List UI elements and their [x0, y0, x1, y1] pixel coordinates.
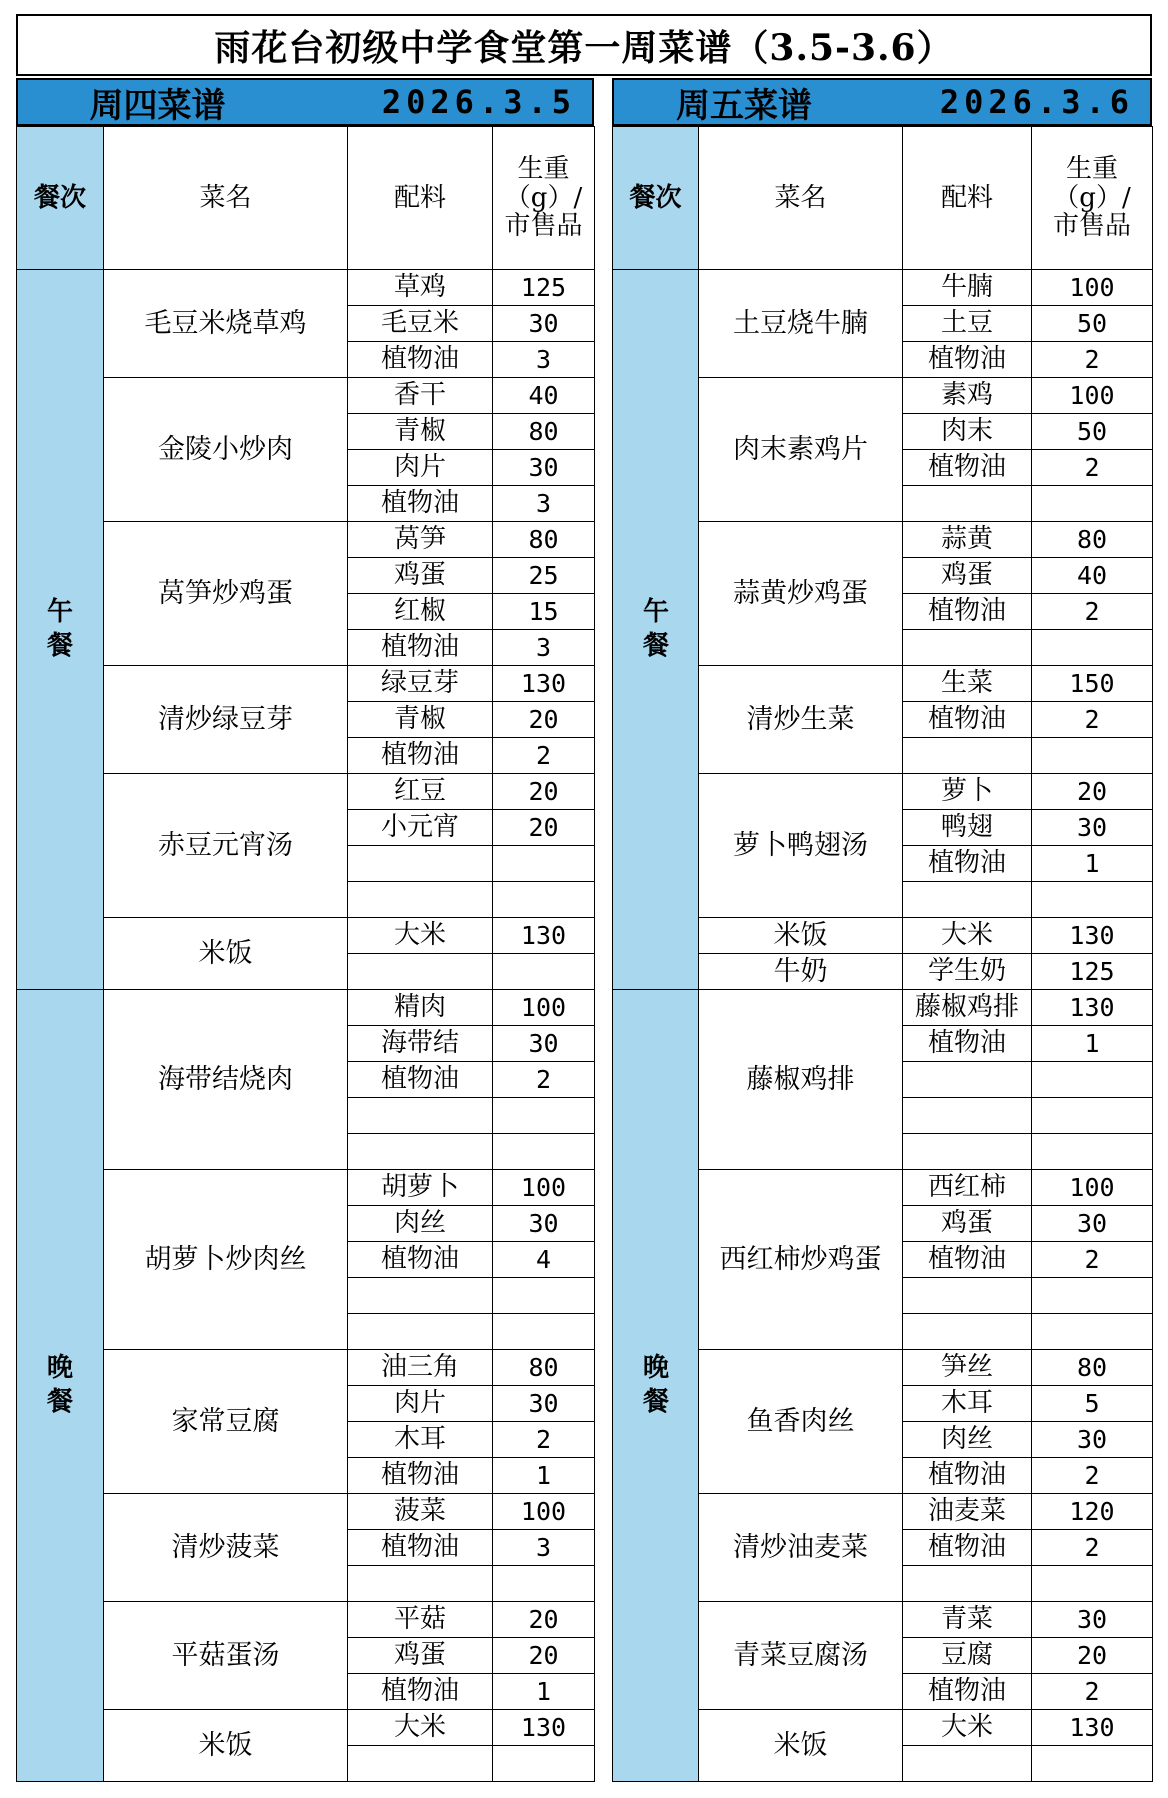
weight-cell: 2	[1032, 702, 1153, 738]
menu-table	[16, 126, 595, 1782]
weight-cell: 2	[1032, 594, 1153, 630]
ingredient-cell: 肉丝	[348, 1206, 493, 1242]
table-row	[17, 666, 595, 702]
friday-menu	[612, 78, 1152, 1782]
ingredient-column-header: 配料	[903, 127, 1032, 270]
weight-cell: 30	[493, 1026, 595, 1062]
weight-cell: 30	[1032, 810, 1153, 846]
ingredient-cell: 学生奶	[903, 954, 1032, 990]
weight-cell: 80	[493, 522, 595, 558]
ingredient-cell: 大米	[903, 1710, 1032, 1746]
ingredient-cell: 植物油	[348, 1458, 493, 1494]
ingredient-cell: 精肉	[348, 990, 493, 1026]
ingredient-cell: 肉片	[348, 450, 493, 486]
dish-name: 土豆烧牛腩	[699, 270, 903, 378]
dish-name: 赤豆元宵汤	[104, 774, 348, 918]
weight-cell: 40	[1032, 558, 1153, 594]
dish-column-header: 菜名	[104, 127, 348, 270]
weight-cell: 50	[1032, 414, 1153, 450]
ingredient-cell: 植物油	[348, 630, 493, 666]
dish-name: 金陵小炒肉	[104, 378, 348, 522]
ingredient-cell: 牛腩	[903, 270, 1032, 306]
meal-column-header: 餐次	[613, 127, 699, 270]
weight-cell: 40	[493, 378, 595, 414]
weight-cell: 100	[493, 990, 595, 1026]
ingredient-cell: 木耳	[903, 1386, 1032, 1422]
weight-cell: 30	[493, 306, 595, 342]
ingredient-cell: 植物油	[903, 342, 1032, 378]
ingredient-cell: 植物油	[903, 1026, 1032, 1062]
weight-cell: 30	[1032, 1422, 1153, 1458]
dish-name: 清炒油麦菜	[699, 1494, 903, 1602]
weight-cell	[1032, 1098, 1153, 1134]
ingredient-cell: 鸡蛋	[903, 558, 1032, 594]
weight-cell	[1032, 882, 1153, 918]
weight-cell: 80	[1032, 1350, 1153, 1386]
ingredient-cell: 植物油	[348, 1674, 493, 1710]
ingredient-cell: 植物油	[348, 1062, 493, 1098]
dish-name: 米饭	[699, 918, 903, 954]
weight-cell: 2	[1032, 1530, 1153, 1566]
weight-cell	[493, 882, 595, 918]
ingredient-cell: 青椒	[348, 414, 493, 450]
weight-cell: 100	[1032, 270, 1153, 306]
weight-cell: 2	[493, 1062, 595, 1098]
header-row	[17, 127, 595, 270]
weight-cell: 30	[1032, 1602, 1153, 1638]
dish-name: 米饭	[699, 1710, 903, 1782]
ingredient-cell	[348, 1134, 493, 1170]
weight-cell: 100	[1032, 1170, 1153, 1206]
ingredient-cell: 植物油	[903, 450, 1032, 486]
dish-name: 胡萝卜炒肉丝	[104, 1170, 348, 1350]
table-row	[17, 1602, 595, 1638]
ingredient-cell: 肉丝	[903, 1422, 1032, 1458]
ingredient-cell: 植物油	[903, 1530, 1032, 1566]
ingredient-cell	[903, 738, 1032, 774]
ingredient-cell	[348, 1278, 493, 1314]
weight-cell: 15	[493, 594, 595, 630]
weight-column-header: 生重（g）/市售品	[493, 127, 595, 270]
table-row	[613, 270, 1153, 306]
ingredient-cell: 植物油	[348, 1242, 493, 1278]
weight-cell: 80	[493, 1350, 595, 1386]
weight-cell: 20	[493, 702, 595, 738]
table-row	[17, 774, 595, 810]
table-row	[17, 918, 595, 954]
ingredient-cell: 植物油	[348, 342, 493, 378]
ingredient-cell: 植物油	[348, 486, 493, 522]
dish-name: 肉末素鸡片	[699, 378, 903, 522]
table-row	[17, 522, 595, 558]
dish-name: 萝卜鸭翅汤	[699, 774, 903, 918]
weight-cell: 2	[1032, 1458, 1153, 1494]
ingredient-cell: 鸡蛋	[348, 1638, 493, 1674]
ingredient-cell: 鸡蛋	[348, 558, 493, 594]
dish-name: 海带结烧肉	[104, 990, 348, 1170]
header-row	[613, 127, 1153, 270]
weight-cell: 30	[493, 450, 595, 486]
weight-cell: 2	[1032, 342, 1153, 378]
weight-cell: 20	[493, 810, 595, 846]
ingredient-cell	[348, 1566, 493, 1602]
dish-name: 清炒绿豆芽	[104, 666, 348, 774]
ingredient-cell: 小元宵	[348, 810, 493, 846]
ingredient-cell: 肉末	[903, 414, 1032, 450]
dish-name: 牛奶	[699, 954, 903, 990]
ingredient-cell: 植物油	[903, 846, 1032, 882]
ingredient-cell: 青菜	[903, 1602, 1032, 1638]
ingredient-cell	[903, 1566, 1032, 1602]
ingredient-cell: 西红柿	[903, 1170, 1032, 1206]
ingredient-cell: 红豆	[348, 774, 493, 810]
ingredient-cell: 毛豆米	[348, 306, 493, 342]
weight-cell: 100	[1032, 378, 1153, 414]
ingredient-cell: 油三角	[348, 1350, 493, 1386]
weight-cell	[1032, 1746, 1153, 1782]
weight-cell	[493, 1278, 595, 1314]
weight-cell: 30	[493, 1386, 595, 1422]
ingredient-cell	[903, 630, 1032, 666]
weight-cell: 80	[493, 414, 595, 450]
table-row	[613, 990, 1153, 1026]
weight-cell: 125	[1032, 954, 1153, 990]
page-title: 雨花台初级中学食堂第一周菜谱（3.5-3.6）	[16, 14, 1152, 76]
dish-name: 毛豆米烧草鸡	[104, 270, 348, 378]
ingredient-cell: 菠菜	[348, 1494, 493, 1530]
weight-cell: 20	[493, 1638, 595, 1674]
dish-name: 蒜黄炒鸡蛋	[699, 522, 903, 666]
ingredient-cell: 海带结	[348, 1026, 493, 1062]
ingredient-cell: 藤椒鸡排	[903, 990, 1032, 1026]
weight-cell: 130	[493, 918, 595, 954]
weight-cell: 3	[493, 1530, 595, 1566]
weight-cell: 80	[1032, 522, 1153, 558]
ingredient-cell: 青椒	[348, 702, 493, 738]
weight-cell: 1	[1032, 1026, 1153, 1062]
weight-cell: 5	[1032, 1386, 1153, 1422]
weight-cell: 130	[493, 666, 595, 702]
meal-label: 午餐	[17, 270, 104, 990]
weight-cell: 3	[493, 630, 595, 666]
ingredient-cell: 素鸡	[903, 378, 1032, 414]
ingredient-cell: 莴笋	[348, 522, 493, 558]
weight-cell: 130	[1032, 1710, 1153, 1746]
weight-cell: 2	[1032, 450, 1153, 486]
weight-cell: 3	[493, 486, 595, 522]
ingredient-cell: 蒜黄	[903, 522, 1032, 558]
weight-cell	[1032, 1134, 1153, 1170]
ingredient-cell: 豆腐	[903, 1638, 1032, 1674]
ingredient-cell	[903, 1134, 1032, 1170]
dish-name: 清炒菠菜	[104, 1494, 348, 1602]
weight-cell	[493, 1314, 595, 1350]
weight-cell	[493, 954, 595, 990]
weight-cell	[1032, 1314, 1153, 1350]
weight-cell: 30	[1032, 1206, 1153, 1242]
table-row	[17, 990, 595, 1026]
table-row	[17, 1494, 595, 1530]
weight-cell: 100	[493, 1494, 595, 1530]
dish-name: 青菜豆腐汤	[699, 1602, 903, 1710]
ingredient-cell: 植物油	[903, 702, 1032, 738]
weight-cell: 20	[493, 1602, 595, 1638]
weight-cell: 2	[493, 1422, 595, 1458]
table-row	[17, 378, 595, 414]
weight-cell	[493, 846, 595, 882]
thursday-menu	[16, 78, 594, 1782]
weight-cell: 130	[1032, 990, 1153, 1026]
ingredient-cell	[903, 1098, 1032, 1134]
ingredient-cell: 萝卜	[903, 774, 1032, 810]
dish-column-header: 菜名	[699, 127, 903, 270]
ingredient-cell: 草鸡	[348, 270, 493, 306]
weight-cell	[493, 1566, 595, 1602]
ingredient-cell	[903, 1314, 1032, 1350]
weight-cell: 4	[493, 1242, 595, 1278]
dish-name: 米饭	[104, 918, 348, 990]
ingredient-cell: 土豆	[903, 306, 1032, 342]
weight-cell: 2	[493, 738, 595, 774]
day-name: 周四菜谱	[89, 85, 226, 126]
weight-column-header: 生重（g）/市售品	[1032, 127, 1153, 270]
ingredient-cell: 生菜	[903, 666, 1032, 702]
ingredient-cell	[348, 1746, 493, 1782]
ingredient-cell: 平菇	[348, 1602, 493, 1638]
dish-name: 米饭	[104, 1710, 348, 1782]
weight-cell	[1032, 1062, 1153, 1098]
weight-cell: 30	[493, 1206, 595, 1242]
ingredient-cell: 笋丝	[903, 1350, 1032, 1386]
ingredient-cell	[903, 486, 1032, 522]
ingredient-cell: 植物油	[903, 1674, 1032, 1710]
weight-cell	[1032, 1566, 1153, 1602]
meal-label: 晚餐	[613, 990, 699, 1782]
ingredient-cell	[348, 1314, 493, 1350]
weight-cell	[1032, 630, 1153, 666]
weight-cell: 130	[1032, 918, 1153, 954]
ingredient-cell: 植物油	[348, 1530, 493, 1566]
weight-cell: 130	[493, 1710, 595, 1746]
day-date: 2026.3.6	[939, 83, 1134, 121]
dish-name: 清炒生菜	[699, 666, 903, 774]
day-name: 周五菜谱	[676, 85, 812, 126]
day-header	[612, 78, 1152, 126]
ingredient-cell: 鸭翅	[903, 810, 1032, 846]
dish-name: 鱼香肉丝	[699, 1350, 903, 1494]
ingredient-cell: 鸡蛋	[903, 1206, 1032, 1242]
weight-cell: 1	[1032, 846, 1153, 882]
ingredient-cell: 绿豆芽	[348, 666, 493, 702]
weight-cell: 20	[1032, 774, 1153, 810]
ingredient-cell: 肉片	[348, 1386, 493, 1422]
day-header	[16, 78, 594, 126]
dish-name: 平菇蛋汤	[104, 1602, 348, 1710]
table-row	[17, 1170, 595, 1206]
ingredient-cell	[348, 846, 493, 882]
ingredient-cell: 香干	[348, 378, 493, 414]
ingredient-cell: 红椒	[348, 594, 493, 630]
meal-column-header: 餐次	[17, 127, 104, 270]
weight-cell: 20	[1032, 1638, 1153, 1674]
menu-table	[612, 126, 1153, 1782]
ingredient-cell: 木耳	[348, 1422, 493, 1458]
ingredient-column-header: 配料	[348, 127, 493, 270]
ingredient-cell	[903, 1062, 1032, 1098]
meal-label: 晚餐	[17, 990, 104, 1782]
dish-name: 西红柿炒鸡蛋	[699, 1170, 903, 1350]
weight-cell: 20	[493, 774, 595, 810]
weight-cell: 2	[1032, 1242, 1153, 1278]
ingredient-cell: 大米	[348, 918, 493, 954]
ingredient-cell: 胡萝卜	[348, 1170, 493, 1206]
ingredient-cell	[348, 954, 493, 990]
weight-cell: 3	[493, 342, 595, 378]
ingredient-cell: 植物油	[903, 594, 1032, 630]
ingredient-cell	[348, 882, 493, 918]
ingredient-cell: 植物油	[348, 738, 493, 774]
table-row	[17, 1710, 595, 1746]
dish-name: 莴笋炒鸡蛋	[104, 522, 348, 666]
weight-cell	[1032, 486, 1153, 522]
day-date: 2026.3.5	[381, 83, 576, 121]
ingredient-cell: 植物油	[903, 1242, 1032, 1278]
weight-cell	[493, 1134, 595, 1170]
weight-cell: 50	[1032, 306, 1153, 342]
ingredient-cell	[348, 1098, 493, 1134]
ingredient-cell: 大米	[903, 918, 1032, 954]
weight-cell	[493, 1098, 595, 1134]
ingredient-cell: 油麦菜	[903, 1494, 1032, 1530]
table-row	[17, 270, 595, 306]
weight-cell: 150	[1032, 666, 1153, 702]
weight-cell	[493, 1746, 595, 1782]
dish-name: 家常豆腐	[104, 1350, 348, 1494]
weight-cell	[1032, 1278, 1153, 1314]
weight-cell: 125	[493, 270, 595, 306]
weight-cell: 2	[1032, 1674, 1153, 1710]
ingredient-cell	[903, 1278, 1032, 1314]
weight-cell: 1	[493, 1674, 595, 1710]
ingredient-cell	[903, 1746, 1032, 1782]
weight-cell: 25	[493, 558, 595, 594]
ingredient-cell: 植物油	[903, 1458, 1032, 1494]
weight-cell	[1032, 738, 1153, 774]
weight-cell: 120	[1032, 1494, 1153, 1530]
meal-label: 午餐	[613, 270, 699, 990]
dish-name: 藤椒鸡排	[699, 990, 903, 1170]
weight-cell: 1	[493, 1458, 595, 1494]
ingredient-cell	[903, 882, 1032, 918]
weight-cell: 100	[493, 1170, 595, 1206]
table-row	[17, 1350, 595, 1386]
ingredient-cell: 大米	[348, 1710, 493, 1746]
